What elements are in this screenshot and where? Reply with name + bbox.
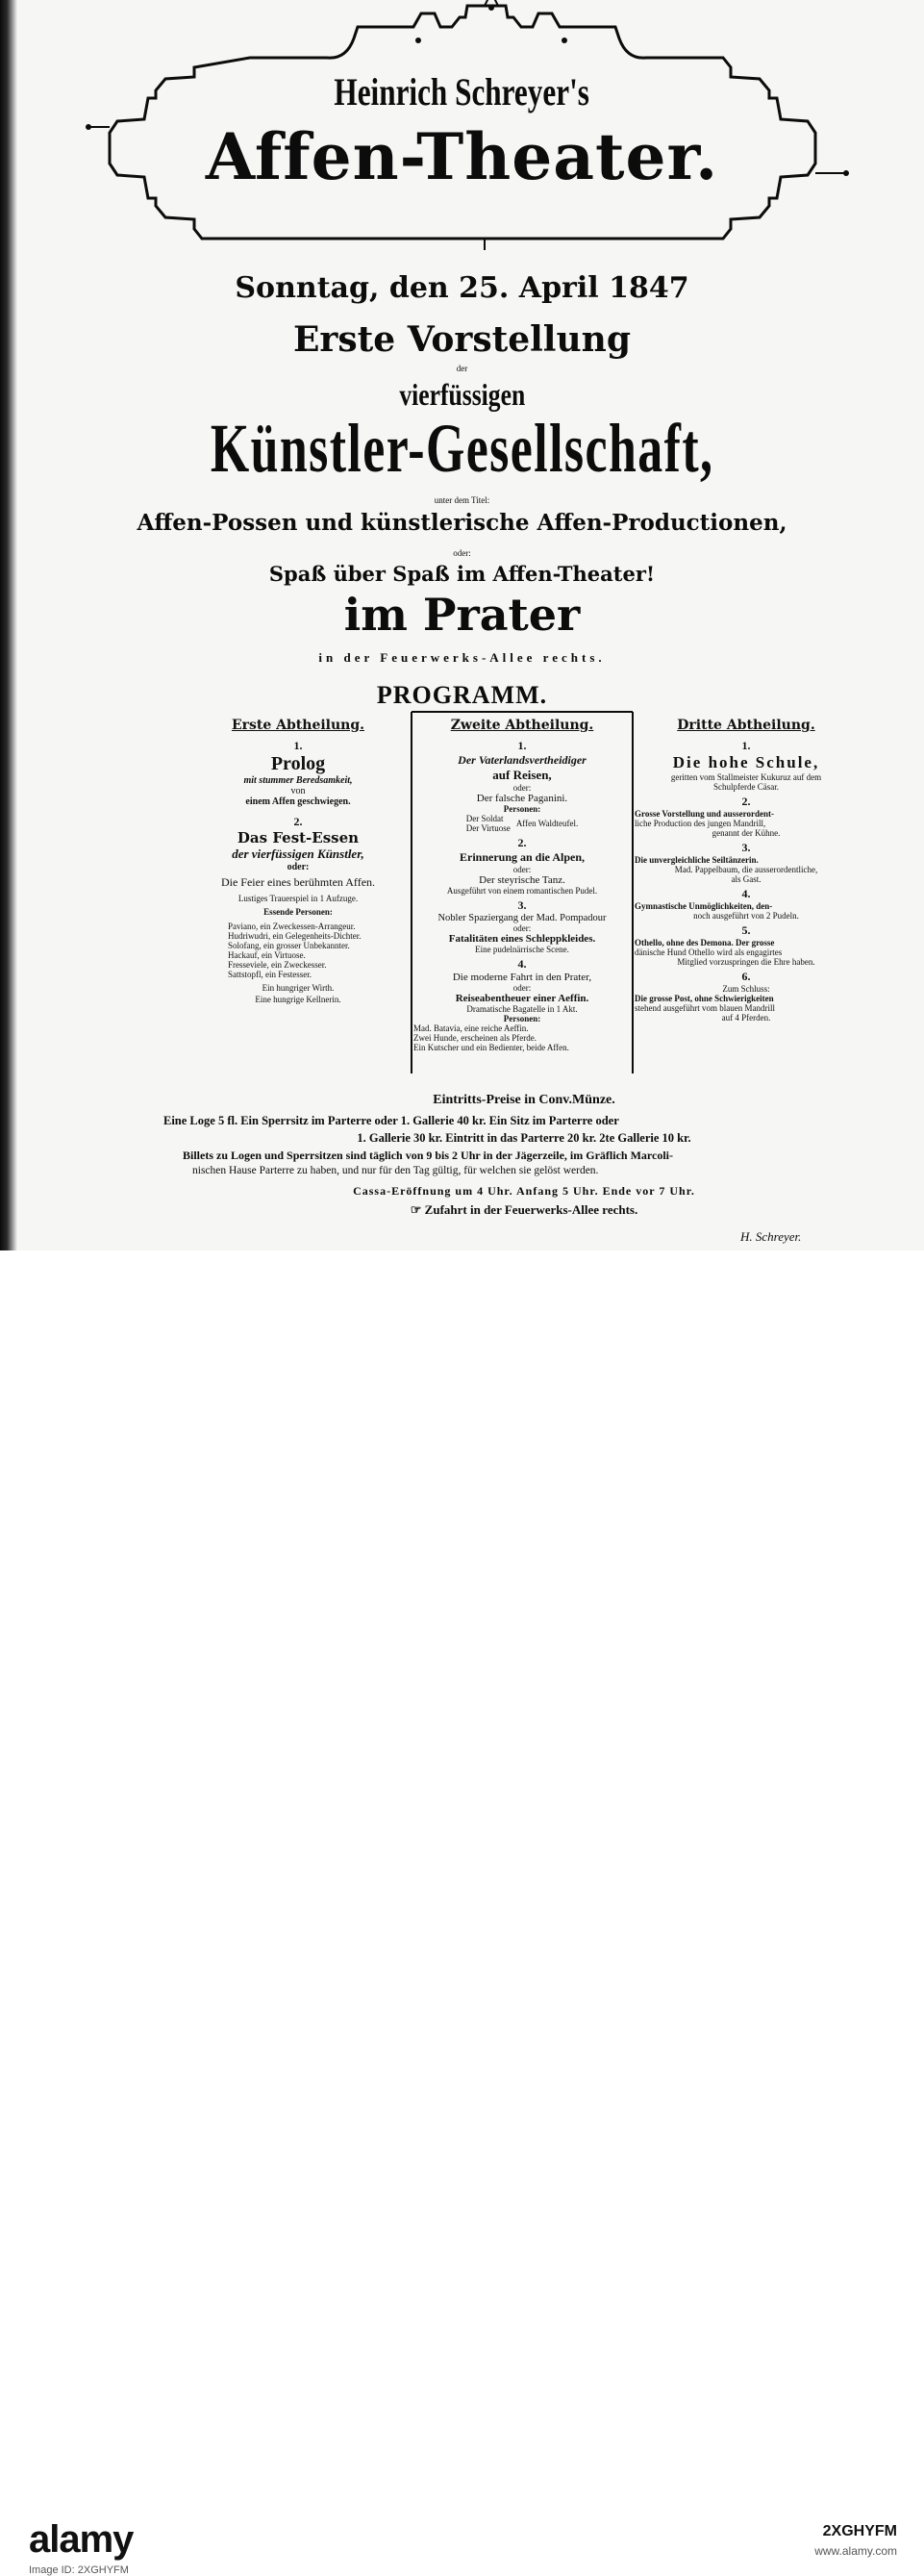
col2-oder4: oder:: [512, 983, 532, 993]
stock-image-id-label: Image ID: 2XGHYFM: [29, 2564, 129, 2576]
col1-fest: Das Fest-Essen: [237, 829, 360, 846]
col2-ausg: Ausgeführt von einem romantischen Pudel.: [446, 886, 598, 896]
col3-num-5: 5.: [741, 923, 751, 937]
col2-pers2: Personen:: [503, 1014, 541, 1023]
location-allee: in der Feuerwerks-Allee rechts.: [318, 650, 606, 665]
col2-fahrt: Die moderne Fahrt in den Prater,: [452, 972, 592, 983]
col1-feier: Die Feier eines berühmten Affen.: [220, 875, 376, 889]
col1-prolog: Prolog: [270, 753, 326, 774]
col3-seil: Die unvergleichliche Seiltänzerin.: [635, 855, 759, 865]
col3-gym2: noch ausgeführt von 2 Pudeln.: [693, 911, 799, 921]
col2-auf: auf Reisen,: [492, 768, 552, 782]
col2-bag: Dramatische Bagatelle in 1 Akt.: [466, 1004, 578, 1014]
col3-post2: stehend ausgeführt vom blauen Mandrill: [635, 1003, 775, 1013]
col2-num-1: 1.: [517, 739, 527, 752]
col3-zum: Zum Schluss:: [722, 984, 770, 994]
col2-reise: Reiseabentheuer einer Aeffin.: [455, 993, 589, 1004]
col1-num-2: 2.: [293, 815, 303, 828]
location-prater: im Prater: [343, 589, 581, 641]
col3-ger1: geritten vom Stallmeister Kukuruz auf dem: [670, 772, 822, 782]
col2-oder2: oder:: [512, 865, 532, 874]
col2-oder3: oder:: [512, 923, 532, 933]
first-performance: Erste Vorstellung: [292, 319, 632, 360]
col2-vat: Der Vaterlandsvertheidiger: [458, 753, 587, 767]
col1-von: von: [290, 786, 306, 796]
header-title: Affen-Theater.: [205, 119, 719, 194]
opening-times: Cassa-Eröffnung um 4 Uhr. Anfang 5 Uhr. Ende vor 7 Uhr.: [353, 1184, 695, 1198]
col2-nobler: Nobler Spaziergang der Mad. Pompadour: [437, 913, 607, 923]
col3-pap1: Mad. Pappelbaum, die ausserordentliche,: [674, 865, 818, 874]
col2-err: Erinnerung an die Alpen,: [459, 850, 586, 864]
col1-p4: Hackauf, ein Virtuose.: [228, 950, 306, 960]
col2-fatal: Fatalitäten eines Schleppkleides.: [448, 933, 596, 945]
col2-soldat: Der Soldat: [465, 814, 504, 823]
col2-r1: Mad. Batavia, eine reiche Aeffin.: [413, 1023, 529, 1033]
col1-p6: Sattstopfl, ein Festesser.: [228, 970, 312, 979]
col2-affe: Affen Waldteufel.: [515, 819, 579, 828]
subtitle-main: Affen-Possen und künstlerische Affen-Productionen,: [137, 510, 787, 536]
company-name: Künstler-Gesellschaft,: [210, 410, 714, 487]
col1-title: Erste Abtheilung.: [231, 718, 365, 733]
stock-id-block: [814, 2523, 897, 2558]
col1-lustig: Lustiges Trauerspiel in 1 Aufzuge.: [237, 894, 359, 903]
stock-image-id: 2XGHYFM: [822, 2523, 897, 2539]
col3-num-2: 2.: [741, 795, 751, 808]
vierfuessigen: vierfüssigen: [399, 377, 525, 412]
admission-heading: Eintritts-Preise in Conv.Münze.: [433, 1093, 615, 1107]
col2-title: Zweite Abtheilung.: [450, 718, 594, 733]
col3-gv3: genannt der Kühne.: [712, 828, 781, 838]
col2-r2: Zwei Hunde, erscheinen als Pferde.: [413, 1033, 537, 1043]
access-text: Zufahrt in der Feuerwerks-Allee rechts.: [424, 1202, 638, 1217]
col1-mit: mit stummer Beredsamkeit,: [243, 775, 353, 786]
col2-pag: Der falsche Paganini.: [476, 793, 568, 804]
ticket-line-1: Billets zu Logen und Sperrsitzen sind täglich von 9 bis 2 Uhr in der Jägerzeile, im Gräflich Marcoli-: [183, 1149, 673, 1162]
col3-post1: Die grosse Post, ohne Schwierigkeiten: [635, 994, 774, 1003]
col3-pap2: als Gast.: [731, 874, 762, 884]
col2-cast: [412, 814, 633, 833]
col1-p1: Paviano, ein Zweckessen-Arrangeur.: [228, 922, 356, 931]
col3-gym1: Gymnastische Unmöglichkeiten, den-: [635, 901, 773, 911]
col3-ger2: Schulpferde Cäsar.: [713, 782, 779, 792]
signature: H. Schreyer.: [740, 1229, 802, 1244]
oder-label: oder:: [453, 548, 471, 558]
col3-num-3: 3.: [741, 841, 751, 854]
col3-num-1: 1.: [741, 739, 751, 752]
col3-gv2: liche Production des jungen Mandrill,: [635, 819, 766, 828]
ticket-line-2: nischen Hause Parterre zu haben, und nur für den Tag gültig, für welchen sie gelöst werden.: [192, 1165, 599, 1176]
subtitle-spass: Spaß über Spaß im Affen-Theater!: [268, 562, 656, 586]
poster: [0, 0, 924, 1250]
col2-pudel: Eine pudelnärrische Scene.: [475, 945, 569, 954]
col1-num-1: 1.: [293, 739, 303, 752]
watermark-bar: [0, 1250, 924, 2576]
date: Sonntag, den 25. April 1847: [235, 271, 689, 305]
der-label: der: [456, 364, 468, 373]
program-column-3: [635, 718, 858, 1023]
col2-tanz: Der steyrische Tanz.: [479, 874, 565, 886]
col2-pers: Personen:: [503, 804, 541, 814]
col2-num-3: 3.: [517, 898, 527, 912]
price-line-2: 1. Gallerie 30 kr. Eintritt in das Parterre 20 kr. 2te Gallerie 10 kr.: [357, 1131, 691, 1145]
col1-w2: Eine hungrige Kellnerin.: [255, 995, 341, 1004]
col2-virt: Der Virtuose: [465, 823, 511, 833]
col1-w1: Ein hungriger Wirth.: [262, 983, 335, 993]
titel-label: unter dem Titel:: [434, 495, 490, 505]
col1-p2: Hudriwudri, ein Gelegenheits-Dichter.: [228, 931, 362, 941]
program-column-1: [187, 718, 409, 1004]
program-heading: PROGRAMM.: [376, 681, 548, 709]
col2-r3: Ein Kutscher und ein Bedienter, beide Affen.: [413, 1043, 569, 1052]
col3-title: Dritte Abtheilung.: [677, 718, 815, 733]
col1-einem: einem Affen geschwiegen.: [245, 796, 351, 807]
col2-num-2: 2.: [517, 836, 527, 849]
stock-url: www.alamy.com: [814, 2544, 897, 2558]
col3-gv1: Grosse Vorstellung und ausserordent-: [635, 809, 774, 819]
col1-oder: oder:: [287, 862, 310, 872]
col3-num-6: 6.: [741, 970, 751, 983]
access-line: [187, 1202, 861, 1218]
pointing-hand-icon: ☞: [410, 1202, 422, 1217]
col1-p3: Solofang, ein grosser Unbekannter.: [228, 941, 350, 950]
header-line1: Heinrich Schreyer's: [334, 70, 590, 114]
col1-p5: Fresseviele, ein Zweckesser.: [228, 960, 327, 970]
price-line-1: Eine Loge 5 fl. Ein Sperrsitz im Parterre oder 1. Gallerie 40 kr. Ein Sitz im Parterre oder: [163, 1114, 619, 1127]
col3-post3: auf 4 Pferden.: [721, 1013, 771, 1023]
col3-hohe: Die hohe Schule,: [672, 753, 820, 771]
program-column-2: [412, 718, 633, 1052]
col2-num-4: 4.: [517, 957, 527, 971]
col3-num-4: 4.: [741, 887, 751, 900]
column-dividers: [0, 0, 924, 1250]
col1-vierf: der vierfüssigen Künstler,: [232, 846, 364, 861]
col2-oder: oder:: [512, 783, 532, 793]
col3-oth3: Mitglied vorzuspringen die Ehre haben.: [677, 957, 815, 967]
col3-oth1: Othello, ohne des Demona. Der grosse: [635, 938, 775, 947]
col1-ess: Essende Personen:: [263, 907, 333, 917]
stock-logo: alamy: [29, 2518, 134, 2561]
col3-oth2: dänische Hund Othello wird als engagirtes: [635, 947, 783, 957]
